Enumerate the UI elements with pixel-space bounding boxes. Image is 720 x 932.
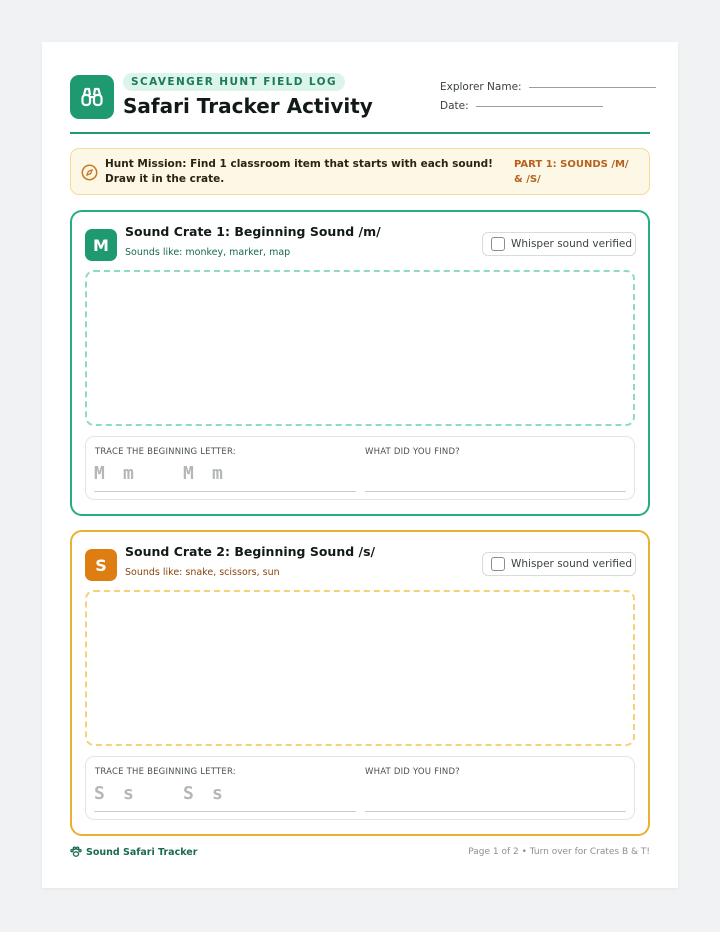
sound-crate-s bbox=[70, 530, 650, 836]
explorer-name-line[interactable] bbox=[529, 87, 656, 88]
crate-title: Sound Crate 1: Beginning Sound /m/ bbox=[125, 224, 381, 239]
crate-examples: Sounds like: monkey, marker, map bbox=[125, 247, 291, 258]
checkbox-box[interactable] bbox=[491, 557, 505, 571]
trace-letter: m bbox=[212, 463, 223, 484]
trace-letter: s bbox=[123, 783, 134, 804]
worksheet-page bbox=[42, 42, 678, 888]
binoculars-icon bbox=[70, 75, 114, 119]
trace-label: TRACE THE BEGINNING LETTER: bbox=[95, 767, 236, 777]
found-answer-line[interactable] bbox=[365, 811, 626, 812]
trace-line[interactable] bbox=[94, 462, 356, 492]
date-line[interactable] bbox=[476, 106, 603, 107]
mission-part-label: PART 1: SOUNDS /M/ & /S/ bbox=[514, 159, 629, 185]
footer-page-info: Page 1 of 2 • Turn over for Crates B & T! bbox=[468, 847, 650, 857]
trace-letter: M bbox=[94, 463, 105, 484]
crate-examples: Sounds like: snake, scissors, sun bbox=[125, 567, 280, 578]
explorer-name-label: Explorer Name: bbox=[440, 81, 522, 93]
date-field[interactable] bbox=[440, 100, 603, 112]
paw-icon bbox=[70, 846, 82, 858]
found-label: WHAT DID YOU FIND? bbox=[365, 767, 460, 777]
trace-letter: m bbox=[123, 463, 134, 484]
drawing-area[interactable] bbox=[85, 590, 635, 746]
mission-banner bbox=[70, 148, 650, 195]
found-label: WHAT DID YOU FIND? bbox=[365, 447, 460, 457]
whisper-verified-checkbox[interactable] bbox=[482, 552, 636, 576]
drawing-area[interactable] bbox=[85, 270, 635, 426]
trace-label: TRACE THE BEGINNING LETTER: bbox=[95, 447, 236, 457]
checkbox-label: Whisper sound verified bbox=[511, 558, 633, 570]
trace-letter: s bbox=[212, 783, 223, 804]
trace-letter: M bbox=[183, 463, 194, 484]
explorer-name-field[interactable] bbox=[440, 81, 656, 93]
crate-letter-badge: S bbox=[85, 549, 117, 581]
trace-line[interactable] bbox=[94, 782, 356, 812]
worksheet-header bbox=[70, 72, 650, 134]
trace-letter: S bbox=[183, 783, 194, 804]
crate-answer-panel bbox=[85, 756, 635, 820]
footer-brand-label: Sound Safari Tracker bbox=[86, 846, 198, 858]
whisper-verified-checkbox[interactable] bbox=[482, 232, 636, 256]
trace-letter: S bbox=[94, 783, 105, 804]
sound-crate-m bbox=[70, 210, 650, 516]
crate-title: Sound Crate 2: Beginning Sound /s/ bbox=[125, 544, 376, 559]
date-label: Date: bbox=[440, 100, 469, 112]
checkbox-label: Whisper sound verified bbox=[511, 238, 633, 250]
footer-brand bbox=[70, 846, 197, 858]
found-answer-line[interactable] bbox=[365, 491, 626, 492]
compass-icon bbox=[81, 164, 98, 181]
field-log-pill: SCAVENGER HUNT FIELD LOG bbox=[123, 73, 345, 91]
page-title: Safari Tracker Activity bbox=[123, 94, 373, 118]
mission-text: Hunt Mission: Find 1 classroom item that starts with each sound! Draw it in the crate. bbox=[105, 158, 493, 185]
crate-letter-badge: M bbox=[85, 229, 117, 261]
crate-answer-panel bbox=[85, 436, 635, 500]
checkbox-box[interactable] bbox=[491, 237, 505, 251]
